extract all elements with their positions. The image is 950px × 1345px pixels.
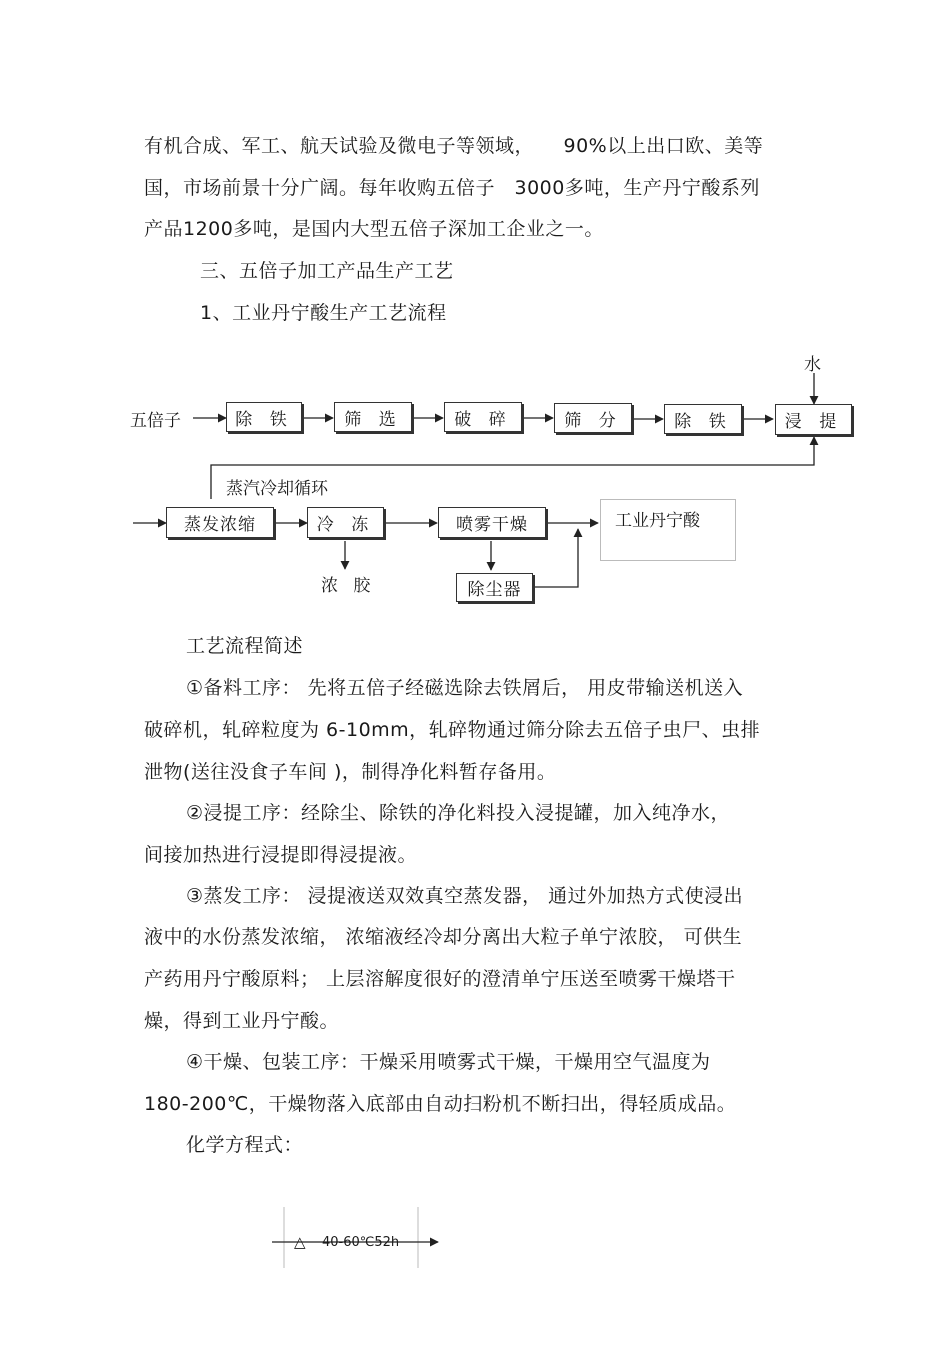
para-4-line-1: ④干燥、包装工序：干燥采用喷雾式干燥，干燥用空气温度为 [186, 1051, 711, 1073]
step-freezing: 冷 冻 [307, 507, 384, 538]
para-1-line-2: 破碎机，轧碎粒度为 6-10mm，轧碎物通过筛分除去五倍子虫尸、虫排 [144, 719, 761, 741]
heat-symbol: △ [294, 1233, 306, 1251]
para-4-line-2: 180-200℃，干燥物落入底部由自动扫粉机不断扫出，得轻质成品。 [144, 1093, 737, 1115]
step-iron-removal-2: 除 铁 [664, 404, 742, 434]
reaction-condition: 40-60℃52h [322, 1235, 400, 1250]
step-iron-removal-1: 除 铁 [226, 402, 302, 432]
product-box: 工业丹宁酸 [600, 499, 736, 561]
para-3-line-4: 燥，得到工业丹宁酸。 [144, 1010, 340, 1032]
water-label: 水 [804, 355, 821, 375]
input-label: 五倍子 [130, 411, 181, 431]
step-dust-collector: 除尘器 [456, 573, 533, 602]
equation-title: 化学方程式： [186, 1134, 304, 1156]
para-3-line-3: 产药用丹宁酸原料； 上层溶解度很好的澄清单宁压送至喷雾干燥塔干 [144, 968, 736, 990]
step-sieving: 筛 分 [554, 403, 632, 433]
para-2-line-2: 间接加热进行浸提即得浸提液。 [144, 844, 418, 866]
para-2-line-1: ②浸提工序：经除尘、除铁的净化料投入浸提罐，加入纯净水， [186, 802, 731, 824]
intro-line-3: 产品1200多吨，是国内大型五倍子深加工企业之一。 [144, 218, 604, 240]
glue-label: 浓 胶 [321, 576, 376, 596]
subsection-title: 1、工业丹宁酸生产工艺流程 [200, 302, 447, 324]
para-1-line-3: 泄物(送往没食子车间 )，制得净化料暂存备用。 [144, 761, 557, 783]
para-1-line-1: ①备料工序： 先将五倍子经磁选除去铁屑后， 用皮带输送机送入 [186, 677, 744, 699]
step-crushing: 破 碎 [444, 402, 522, 432]
step-evaporation: 蒸发浓缩 [166, 507, 274, 538]
para-3-line-1: ③蒸发工序： 浸提液送双效真空蒸发器， 通过外加热方式使浸出 [186, 885, 744, 907]
step-screening: 筛 选 [334, 402, 412, 432]
step-extraction: 浸 提 [775, 404, 852, 435]
intro-line-1: 有机合成、军工、航天试验及微电子等领域， 90%以上出口欧、美等 [144, 135, 764, 157]
loop-label: 蒸汽冷却循环 [226, 479, 328, 499]
summary-title: 工艺流程简述 [186, 635, 304, 657]
intro-line-2: 国，市场前景十分广阔。每年收购五倍子 3000多吨，生产丹宁酸系列 [144, 177, 760, 199]
section-title: 三、五倍子加工产品生产工艺 [200, 260, 454, 282]
para-3-line-2: 液中的水份蒸发浓缩， 浓缩液经冷却分离出大粒子单宁浓胶， 可供生 [144, 926, 743, 948]
step-spray-drying: 喷雾干燥 [438, 507, 546, 538]
